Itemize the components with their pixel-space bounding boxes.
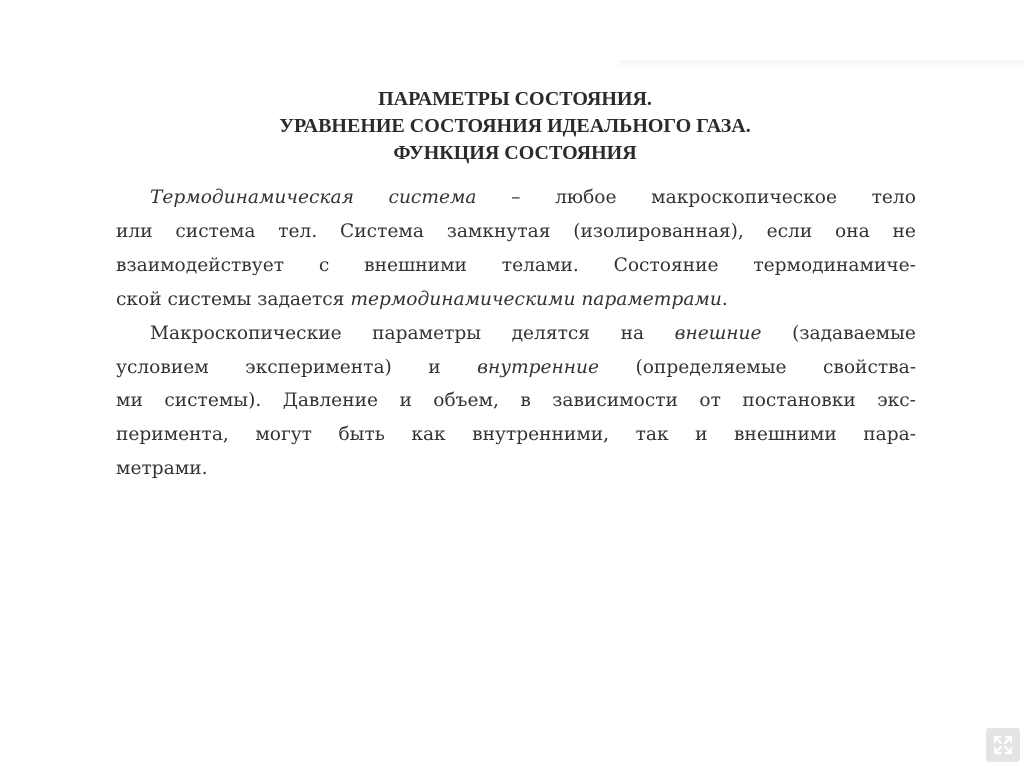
- term-thermodynamic: Термодинамическая: [150, 187, 354, 208]
- term-system: система: [388, 187, 477, 208]
- word: могут: [255, 424, 312, 446]
- word: она: [835, 220, 870, 242]
- word: взаимодействует: [116, 254, 284, 276]
- paragraph-2-line-2: [116, 351, 916, 385]
- word: внешними: [733, 424, 837, 446]
- word: так: [635, 424, 669, 446]
- word: любое: [555, 187, 617, 208]
- paragraph-2-line-5: метрами.: [116, 458, 208, 480]
- word: и: [428, 356, 441, 378]
- word: и: [695, 424, 708, 446]
- body-text: [116, 181, 916, 486]
- word: как: [411, 424, 446, 446]
- word: свойства-: [822, 356, 916, 378]
- paragraph-2-line-3: [116, 384, 916, 418]
- heading-line-1: ПАРАМЕТРЫ СОСТОЯНИЯ.: [378, 88, 652, 110]
- word: внутренними,: [472, 424, 610, 446]
- word: не: [892, 220, 916, 242]
- word: или: [116, 220, 153, 242]
- word: термодинамиче-: [753, 254, 916, 276]
- section-heading: [230, 86, 800, 167]
- top-edge-shadow: [620, 60, 1024, 68]
- word: тел.: [278, 220, 318, 242]
- word: (определяемые: [635, 356, 787, 378]
- heading-line-3: ФУНКЦИЯ СОСТОЯНИЯ: [393, 142, 637, 164]
- word: Состояние: [613, 254, 719, 276]
- word: делятся: [511, 322, 591, 344]
- word: макроскопическое: [651, 187, 837, 208]
- word: перимента,: [116, 424, 229, 446]
- word: на: [620, 322, 645, 344]
- term-internal: внутренние: [477, 356, 600, 378]
- term-thermodynamic-parameters: термодинамическими параметрами: [350, 288, 722, 310]
- word: (изолированная),: [573, 220, 744, 242]
- word: системы).: [164, 390, 262, 412]
- word: и: [399, 390, 412, 412]
- word: эксперимента): [245, 356, 392, 378]
- word: ми: [116, 390, 143, 412]
- word: телами.: [501, 254, 579, 276]
- word: условием: [116, 356, 209, 378]
- word: если: [766, 220, 813, 242]
- word: Давление: [282, 390, 378, 412]
- paragraph-2-line-1: [116, 317, 916, 351]
- word: Макроскопические: [150, 322, 342, 344]
- word: система: [175, 220, 256, 242]
- word: зависимости: [552, 390, 678, 412]
- word: пара-: [863, 424, 916, 446]
- term-external: внешние: [674, 322, 762, 344]
- fullscreen-button[interactable]: [986, 728, 1020, 762]
- paragraph-2-line-4: [116, 418, 916, 452]
- paragraph-1-line-2: [116, 215, 916, 249]
- word: замкнутая: [446, 220, 551, 242]
- text-segment: ской системы задается: [116, 288, 351, 310]
- paragraph-1-line-4: [116, 283, 916, 317]
- word: экс-: [877, 390, 916, 412]
- expand-arrows-icon: [992, 734, 1014, 756]
- heading-line-2: УРАВНЕНИЕ СОСТОЯНИЯ ИДЕАЛЬНОГО ГАЗА.: [279, 115, 751, 137]
- word: тело: [871, 187, 916, 208]
- word: в: [520, 390, 531, 412]
- word: –: [511, 187, 521, 208]
- word: постановки: [742, 390, 856, 412]
- word: с: [318, 254, 330, 276]
- word: Система: [340, 220, 424, 242]
- word: от: [699, 390, 721, 412]
- period: .: [721, 288, 728, 310]
- word: (задаваемые: [792, 322, 916, 344]
- paragraph-1-line-1: [116, 181, 916, 215]
- word: быть: [338, 424, 385, 446]
- paragraph-1-line-3: [116, 249, 916, 283]
- word: внешними: [364, 254, 467, 276]
- word: параметры: [372, 322, 482, 344]
- word: объем,: [433, 390, 499, 412]
